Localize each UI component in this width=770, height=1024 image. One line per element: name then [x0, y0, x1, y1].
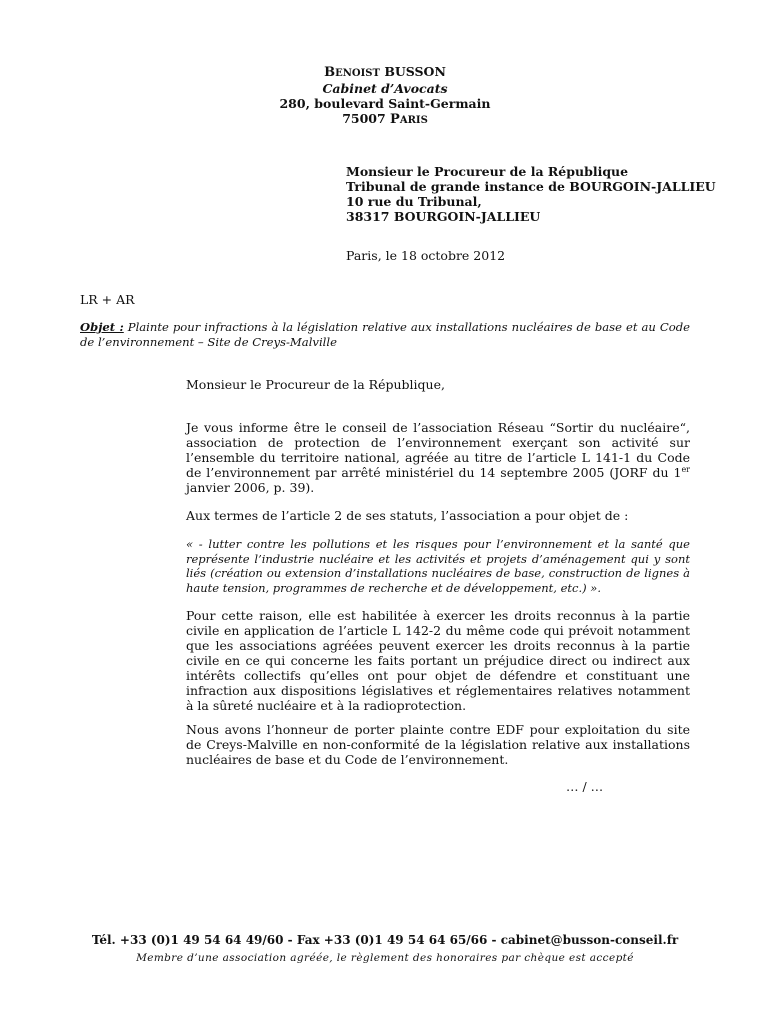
footer-note: Membre d’une association agréée, le règlement des honoraires par chèque est accepté — [136, 952, 634, 964]
sender-name: BENOIST BUSSON — [324, 64, 446, 80]
continued-marker: … / … — [566, 779, 604, 794]
sender-city: 75007 PARIS — [342, 111, 428, 127]
paragraph-2: Aux termes de l’article 2 de ses statuts, l’association a pour objet de : — [186, 508, 629, 523]
subject-text: Plainte pour infractions à la législation relative aux installations nucléaires de base et au Code de l’environnement – Site de Creys-Malville — [80, 320, 690, 349]
letter-date: Paris, le 18 octobre 2012 — [346, 248, 506, 263]
subject-label: Objet : — [80, 320, 124, 334]
sender-address: 280, boulevard Saint-Germain — [279, 96, 491, 111]
statutes-quote: « - lutter contre les pollutions et les risques pour l’environnement et la santé que représente l’industrie nucléaire et les activités et projets d’aménagement qui y sont liés (création ou extension d’installations nucléaires de base, construction de lignes à haute tension, programmes de recherche et de développement, etc.) ». — [186, 537, 690, 595]
delivery-mode: LR + AR — [80, 292, 135, 307]
paragraph-3: Pour cette raison, elle est habilitée à exercer les droits reconnus à la partie civile en application de l’article L 142-2 du même code qui prévoit notamment que les associations agréées peuvent exercer les droits reconnus à la partie civile en ce qui concerne les faits portant un préjudice direct ou indirect aux intérêts collectifs qu’elles ont pour objet de défendre et constituant une infraction aux dispositions législatives et réglementaires relatives notamment à la sûreté nucléaire et à la radioprotection. — [186, 608, 690, 713]
footer-contact: Tél. +33 (0)1 49 54 64 49/60 - Fax +33 (0)1 49 54 64 65/66 - cabinet@busson-conseil.fr — [91, 933, 679, 947]
subject-line — [80, 320, 690, 349]
recipient-block — [346, 164, 716, 224]
salutation: Monsieur le Procureur de la République, — [186, 377, 445, 392]
recipient-line-4: 38317 BOURGOIN-JALLIEU — [346, 209, 541, 224]
recipient-line-2: Tribunal de grande instance de BOURGOIN-JALLIEU — [346, 179, 716, 194]
sender-firm: Cabinet d’Avocats — [322, 81, 448, 96]
recipient-line-1: Monsieur le Procureur de la République — [346, 164, 629, 179]
sender-block — [0, 64, 770, 128]
paragraph-1: Je vous informe être le conseil de l’association Réseau “Sortir du nucléaire“, association de protection de l’environnement exerçant son activité sur l’ensemble du territoire national, agréée au titre de l’article L 141-1 du Code de l’environnement par arrêté ministériel du 14 septembre 2005 (JORF du 1er janvier 2006, p. 39). — [186, 420, 690, 495]
recipient-line-3: 10 rue du Tribunal, — [346, 194, 482, 209]
paragraph-4: Nous avons l’honneur de porter plainte contre EDF pour exploitation du site de Creys-Malville en non-conformité de la législation relative aux installations nucléaires de base et du Code de l’environnement. — [186, 722, 690, 767]
